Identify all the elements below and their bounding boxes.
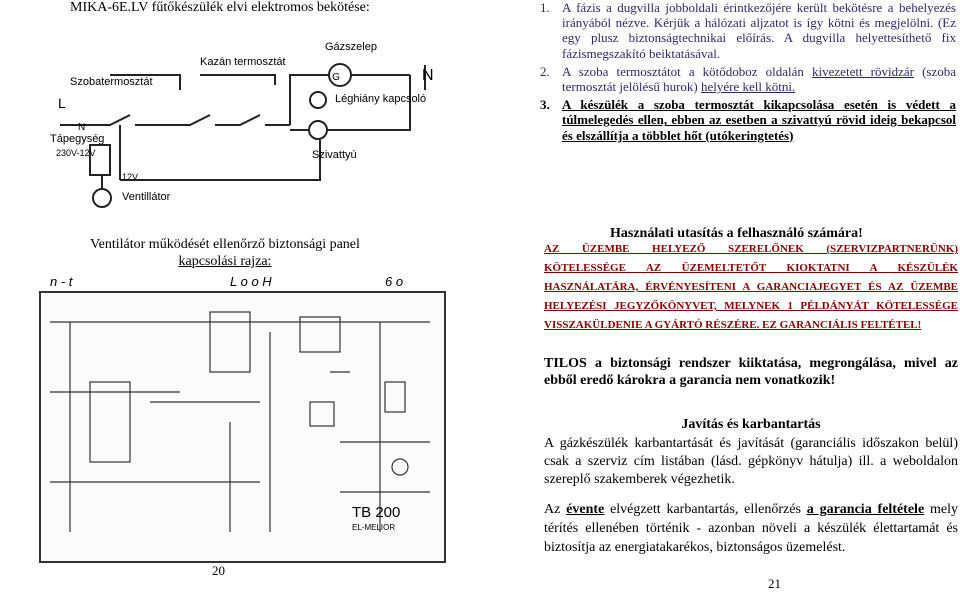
room-thermostat-label: Szobatermosztát	[70, 76, 153, 88]
note-1	[540, 0, 956, 61]
page-number-right: 21	[768, 576, 781, 591]
board-name-label: TB 200	[352, 504, 401, 521]
annual-text-part: Az	[544, 502, 567, 517]
note-text-underlined: helyére kell kötni.	[701, 79, 796, 95]
note-number: 2.	[540, 63, 550, 79]
page-number-left: 20	[212, 563, 225, 578]
annual-text-emphasis: évente	[566, 502, 605, 517]
power-supply-label: Tápegység	[50, 133, 105, 145]
note-number: 3.	[540, 97, 550, 113]
note-text: A fázis a dugvilla jobboldali érintkezőjére került bekötésre a behelyezés irányából nézve. Kérjük a hálózati aljzatot is így kötni és megjelölni. (Ez egy plusz biztonságtechnikai előírás. A dugvilla helyettesíthető fix fázismegszakító beiktatásával.	[562, 0, 956, 61]
panel-label-top-right: 6 o	[385, 274, 404, 289]
annual-text-emphasis: a garancia feltétele	[806, 502, 925, 517]
warranty-notice: AZ ÜZEMBE HELYEZŐ SZERELŐNEK (SZERVIZPARTNERÜNK) KÖTELESSÉGE AZ ÜZEMELTETŐT KIOKTATNI A KÉSZÜLÉK HASZNÁLATÁRA, ÉRVÉNYESÍTENI A GARANCIAJEGYET ÉS AZ ÜZEMBE HELYEZÉSI JEGYZŐKÖNYVET, MELYNEK 1 PÉLDÁNYÁT KÖTELESSÉGE VISSZAKÜLDENIE A GYÁRTÓ RÉSZÉRE. EZ GARANCIÁLIS FELTÉTEL!	[544, 243, 958, 331]
fan-switch-label: Léghiány kapcsoló	[335, 93, 427, 105]
repair-text: A gázkészülék karbantartását és javítását (garanciális időszakon belül) csak a szerviz cím listában (lásd. gépkönyv hátulja) ill. a weboldalon szereplő szakemberek végezhetik.	[544, 436, 958, 487]
panel-caption-line2: kapcsolási rajza:	[178, 254, 272, 269]
annual-text-part: mely térítés ellenében történik - azonban növeli a készülék élettartamát és biztosítja az energiatakarékos, biztonságos üzemelést.	[544, 502, 958, 555]
page-title: MIKA-6E.LV fűtőkészülék elvi elektromos bekötése:	[70, 0, 370, 15]
panel-caption-line1: Ventilátor működését ellenőrző biztonsági panel	[90, 237, 360, 252]
g-symbol: G	[332, 72, 340, 83]
panel-circuit-diagram	[30, 272, 465, 572]
wiring-notes-list	[540, 0, 956, 146]
note-text: A készülék a szoba termosztát kikapcsolása esetén is védett a túlmelegedés ellen, ebben az esetben a szivattyú rövid ideig bekapcsol és elszállítja a többlet hőt (utókeringtetés)	[562, 97, 956, 143]
supply-voltage-label: 230V-12V	[56, 148, 96, 158]
note-3	[540, 97, 956, 143]
safety-warning: TILOS a biztonsági rendszer kiiktatása, megrongálása, mivel az ebből eredő károkra a garancia nem vonatkozik!	[544, 356, 958, 388]
note-2	[540, 64, 956, 94]
wiring-diagram	[50, 30, 460, 210]
note-number: 1.	[540, 0, 550, 15]
n-left-label: N	[78, 122, 86, 133]
note-text: (szoba termosztát jelölésű hurok)	[562, 63, 956, 95]
annual-maintenance-text	[544, 500, 958, 557]
usage-instructions-title: Használati utasítás a felhasználó számára!	[610, 226, 863, 241]
line-label: L	[58, 95, 66, 111]
note-text: A szoba termosztátot a kötődoboz oldalán	[562, 63, 813, 79]
panel-label-top-left: n - t	[50, 274, 73, 289]
annual-text-part: elvégzett karbantartás, ellenőrzés	[604, 502, 807, 517]
panel-caption	[60, 236, 390, 270]
board-maker-label: EL-MELIOR	[352, 523, 396, 532]
left-page	[0, 0, 480, 590]
note-text-underlined: kivezetett rövidzár	[812, 63, 914, 79]
repair-title: Javítás és karbantartás	[681, 417, 821, 432]
boiler-thermostat-label: Kazán termosztát	[200, 56, 286, 68]
neutral-label: N	[422, 67, 434, 84]
panel-label-top-mid: L o o H	[230, 274, 272, 289]
fan-label: Ventillátor	[122, 191, 171, 203]
gas-valve-label: Gázszelep	[325, 41, 377, 53]
fan-voltage-label: 12V	[122, 172, 139, 182]
pump-label: Szivattyú	[312, 149, 357, 161]
